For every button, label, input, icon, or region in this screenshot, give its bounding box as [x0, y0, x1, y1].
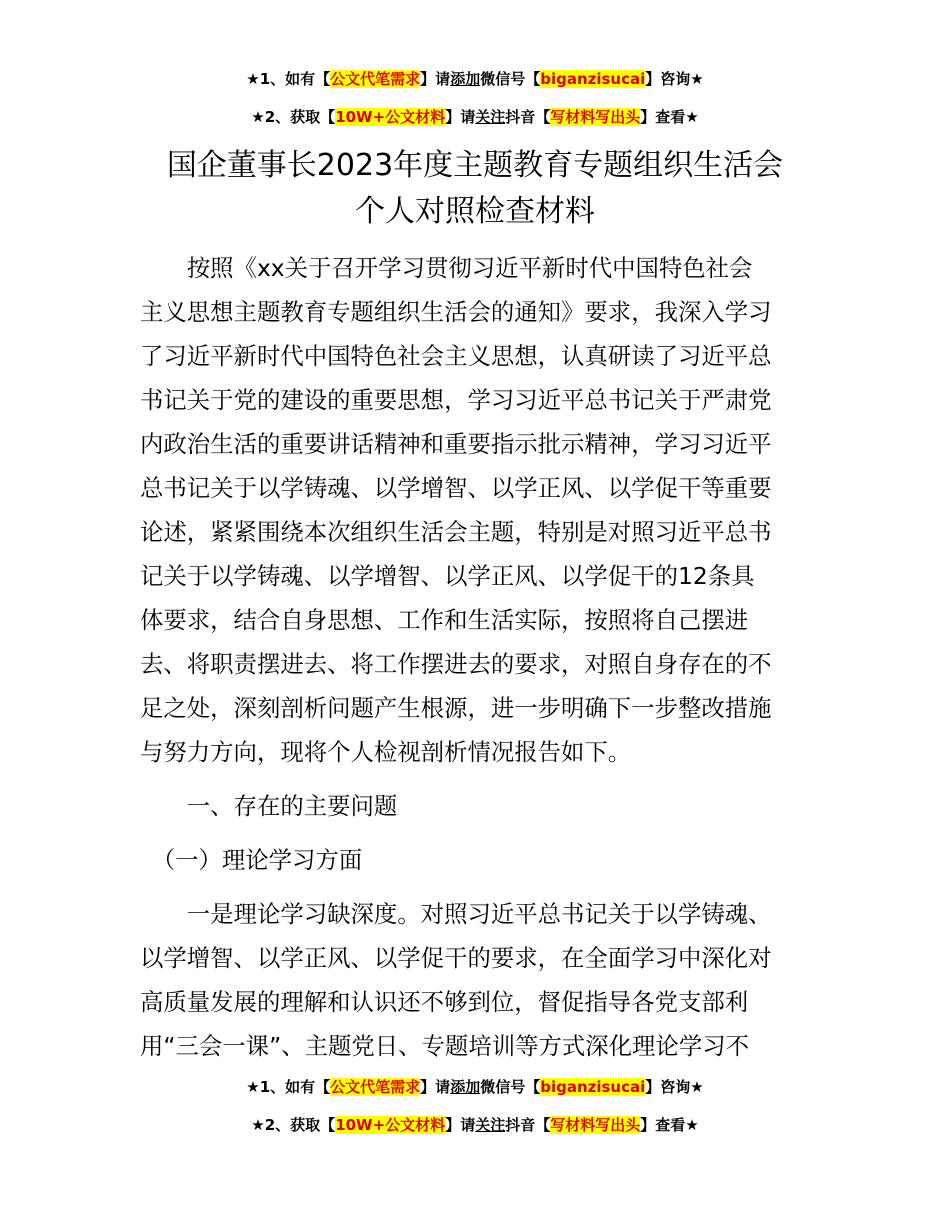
text-line: 了习近平新时代中国特色社会主义思想，认真研读了习近平总: [140, 342, 772, 370]
text-line: 去、将职责摆进去、将工作摆进去的要求，对照自身存在的不: [140, 650, 772, 678]
paragraph-1: [140, 892, 810, 1068]
document-title-line-1: 国企董事长2023年度主题教育专题组织生活会: [166, 148, 784, 183]
bottom-banner-line-1: [0, 1076, 950, 1098]
banner-highlight: biganzisucai: [540, 1078, 646, 1096]
text-line: 用“三会一课”、主题党日、专题培训等方式深化理论学习不: [140, 1032, 749, 1060]
paragraph-gap: [140, 828, 810, 838]
banner-highlight: 10W+公文材料: [335, 1116, 446, 1134]
text-line: 一是理论学习缺深度。对照习近平总书记关于以学铸魂、: [140, 900, 772, 928]
banner-highlight: biganzisucai: [540, 70, 646, 88]
bottom-banner-line-2: [0, 1114, 950, 1136]
banner-text: 抖音【: [505, 108, 551, 126]
banner-text: 微信号【: [480, 70, 541, 88]
text-line: 以学增智、以学正风、以学促干的要求，在全面学习中深化对: [140, 944, 772, 972]
banner-text: 】查看★: [640, 108, 699, 126]
section-heading-2: （一）理论学习方面: [140, 846, 363, 874]
document-body: [140, 246, 810, 1068]
banner-underlined: 添加: [450, 1078, 481, 1096]
paragraph-gap: [140, 774, 810, 784]
text-line: 总书记关于以学铸魂、以学增智、以学正风、以学促干等重要: [140, 474, 772, 502]
banner-text: 】请: [420, 1078, 451, 1096]
banner-text: 】咨询★: [645, 70, 704, 88]
top-banner-line-1: [0, 68, 950, 90]
banner-text: 抖音【: [505, 1116, 551, 1134]
top-banner-line-2: [0, 106, 950, 128]
paragraph-gap: [140, 882, 810, 892]
banner-highlight: 公文代笔需求: [330, 70, 421, 88]
banner-text: 】请: [445, 1116, 476, 1134]
text-line: 主义思想主题教育专题组织生活会的通知》要求，我深入学习: [140, 298, 772, 326]
banner-highlight: 10W+公文材料: [335, 108, 446, 126]
text-line: 书记关于党的建设的重要思想，学习习近平总书记关于严肃党: [140, 386, 772, 414]
banner-underlined: 关注: [475, 108, 506, 126]
intro-paragraph: [140, 246, 810, 774]
text-line: 按照《xx关于召开学习贯彻习近平新时代中国特色社会: [140, 254, 753, 282]
banner-text: 】请: [420, 70, 451, 88]
text-line: 足之处，深刻剖析问题产生根源，进一步明确下一步整改措施: [140, 694, 772, 722]
text-line: 论述，紧紧围绕本次组织生活会主题，特别是对照习近平总书: [140, 518, 772, 546]
text-line: 与努力方向，现将个人检视剖析情况报告如下。: [140, 738, 632, 766]
banner-text: ★1、如有【: [246, 70, 331, 88]
banner-highlight: 公文代笔需求: [330, 1078, 421, 1096]
text-line: 高质量发展的理解和认识还不够到位，督促指导各党支部利: [140, 988, 749, 1016]
banner-text: 】咨询★: [645, 1078, 704, 1096]
banner-text: 】请: [445, 108, 476, 126]
text-line: 体要求，结合自身思想、工作和生活实际，按照将自己摆进: [140, 606, 749, 634]
banner-text: ★1、如有【: [246, 1078, 331, 1096]
section-heading-1: 一、存在的主要问题: [140, 792, 398, 820]
banner-highlight: 写材料写出头: [550, 108, 641, 126]
banner-text: ★2、获取【: [251, 108, 336, 126]
text-line: 内政治生活的重要讲话精神和重要指示批示精神，学习习近平: [140, 430, 772, 458]
banner-underlined: 关注: [475, 1116, 506, 1134]
banner-text: 】查看★: [640, 1116, 699, 1134]
banner-text: ★2、获取【: [251, 1116, 336, 1134]
document-title-line-2: 个人对照检查材料: [355, 194, 595, 229]
banner-text: 微信号【: [480, 1078, 541, 1096]
text-line: 记关于以学铸魂、以学增智、以学正风、以学促干的12条具: [140, 562, 755, 590]
banner-underlined: 添加: [450, 70, 481, 88]
banner-highlight: 写材料写出头: [550, 1116, 641, 1134]
